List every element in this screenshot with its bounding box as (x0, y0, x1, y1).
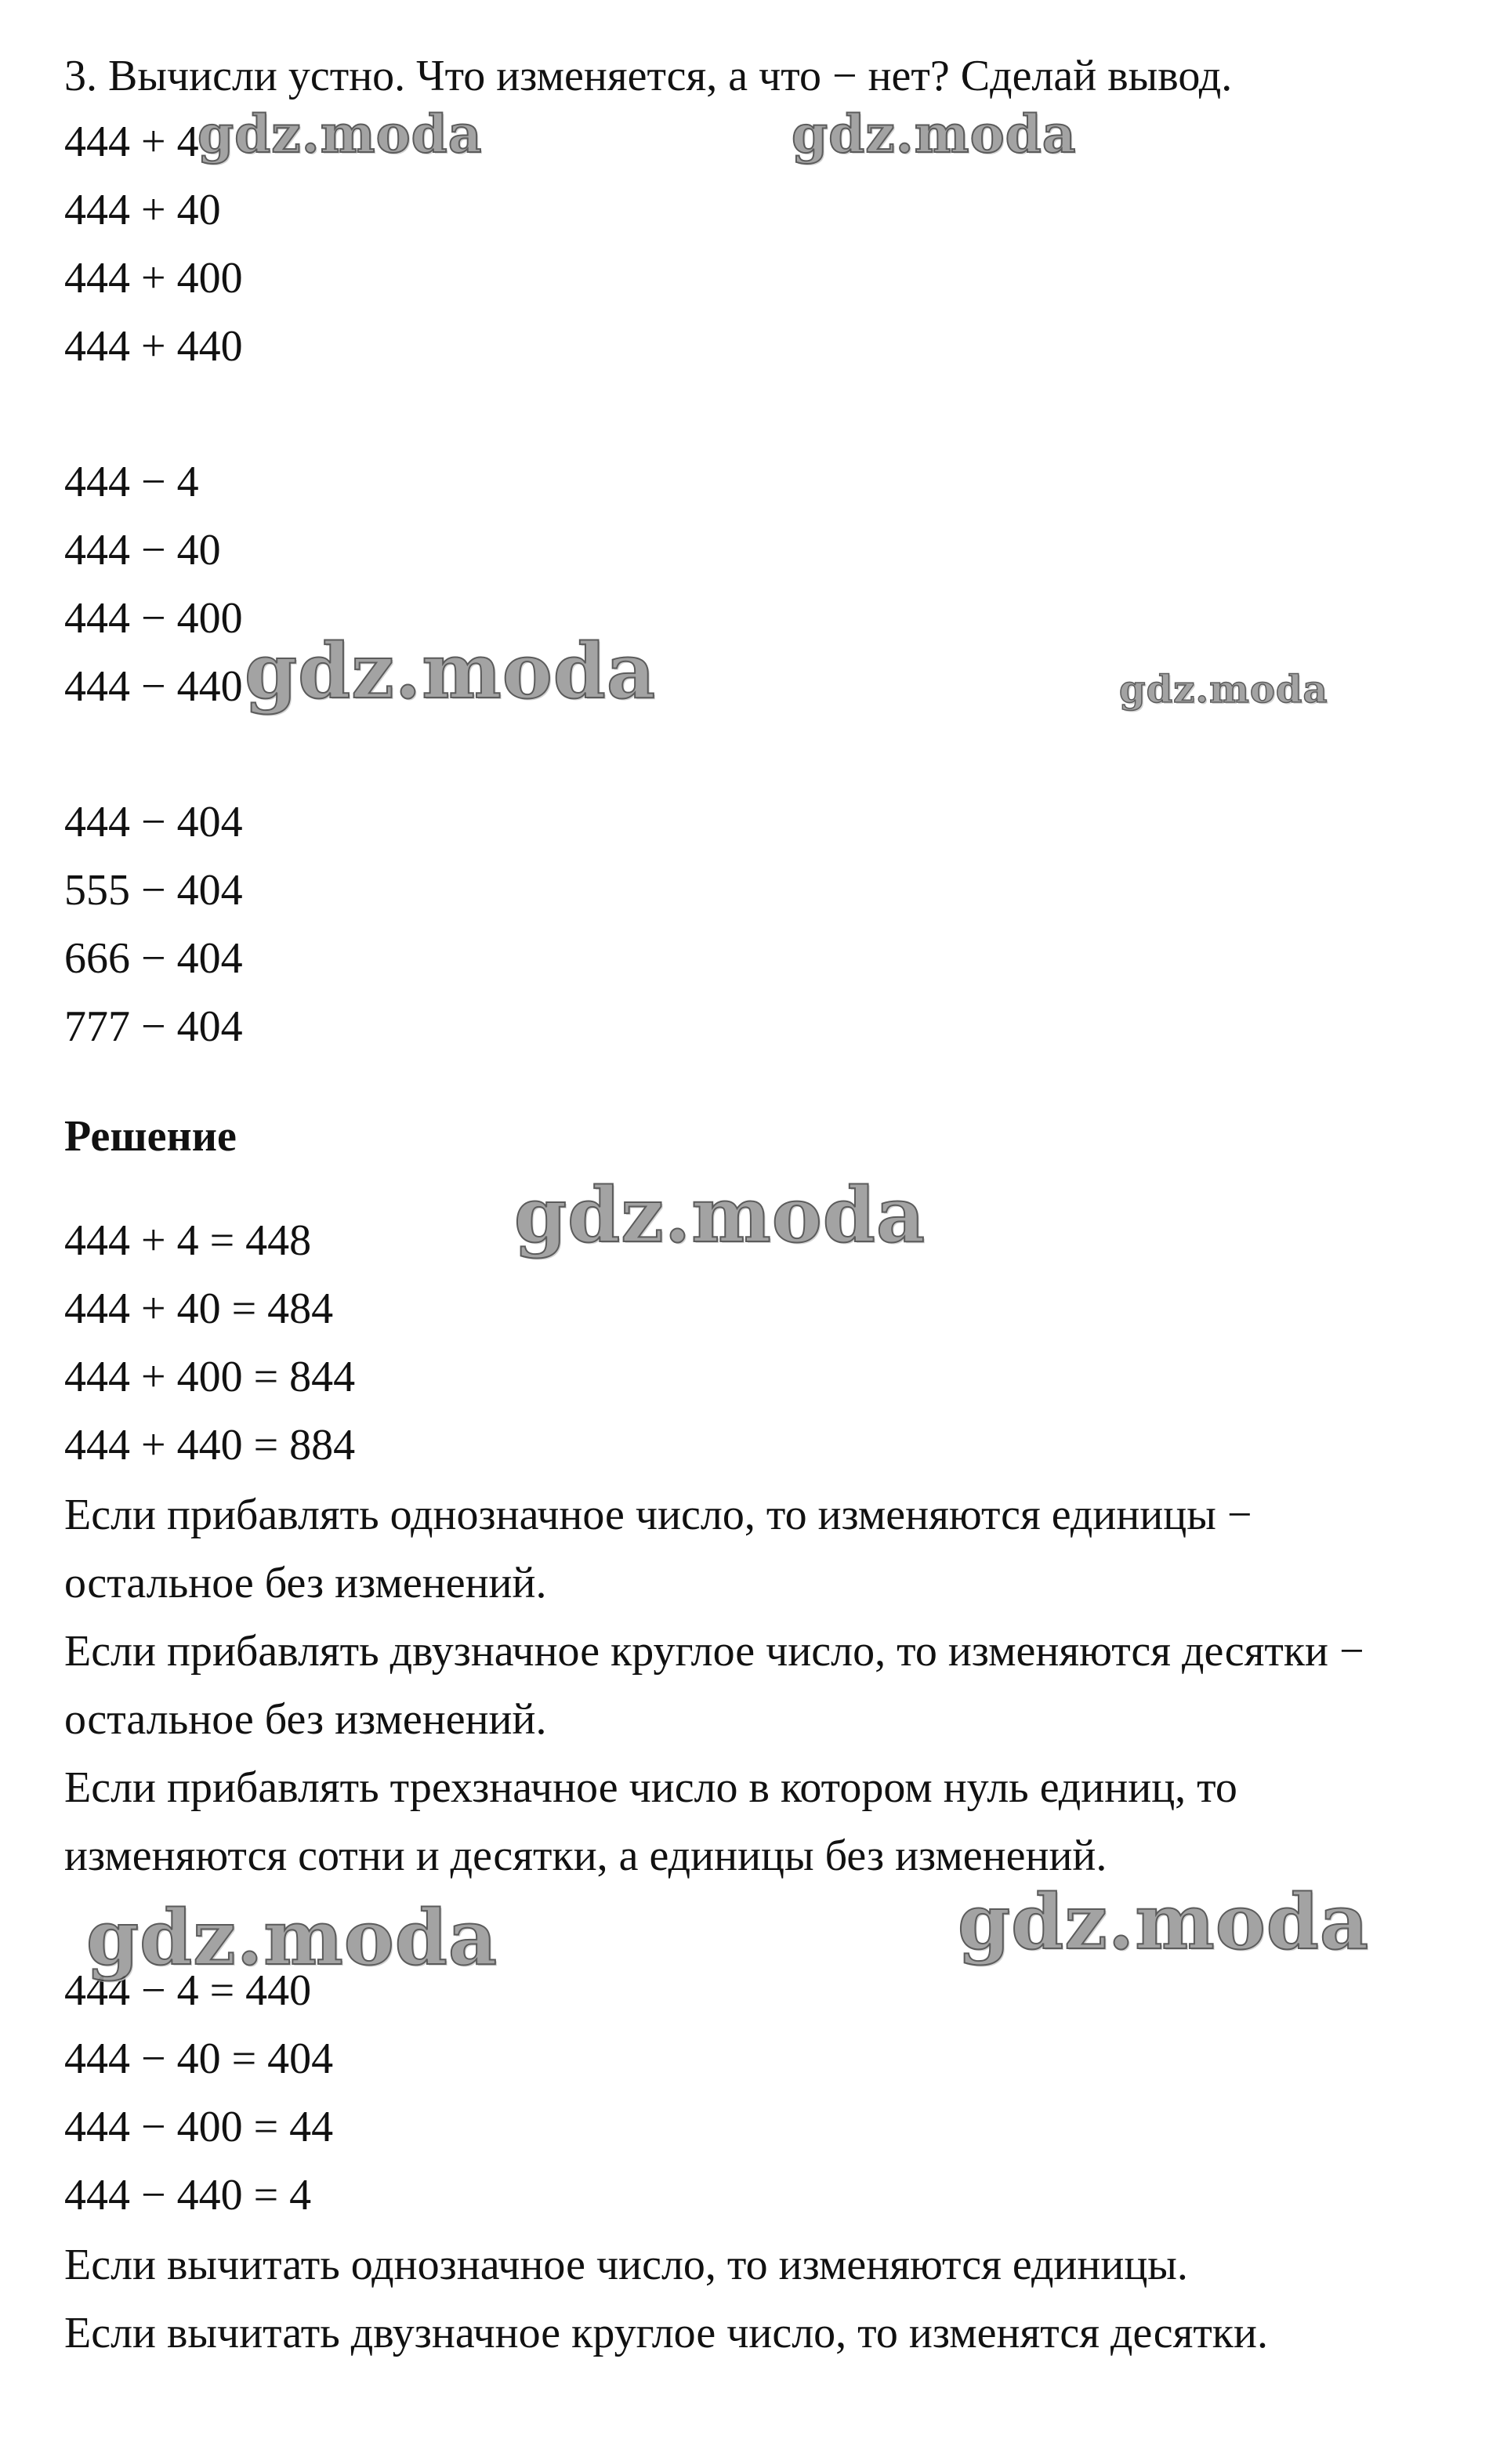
solution-equation: 444 + 40 = 484 (64, 1285, 334, 1333)
solution-text: Если вычитать двузначное круглое число, то изменятся десятки. (64, 2309, 1268, 2357)
task-expression: 666 − 404 (64, 934, 243, 983)
watermark-logo: gdz.moda (197, 103, 483, 165)
solution-heading: Решение (64, 1112, 237, 1161)
task-expression: 444 − 404 (64, 798, 243, 846)
solution-text: Если вычитать однозначное число, то изменяются единицы. (64, 2241, 1188, 2289)
solution-text: Если прибавлять трехзначное число в котором нуль единиц, то (64, 1763, 1237, 1812)
solution-equation: 444 − 440 = 4 (64, 2171, 312, 2219)
watermark-logo: gdz.moda (514, 1171, 926, 1259)
task-expression: 777 − 404 (64, 1002, 243, 1051)
task-expression: 444 + 4 (64, 118, 199, 166)
solution-equation: 444 + 4 = 448 (64, 1216, 312, 1265)
solution-text: остальное без изменений. (64, 1695, 547, 1744)
task-expression: 444 − 400 (64, 594, 243, 643)
solution-text: остальное без изменений. (64, 1559, 547, 1607)
solution-text: изменяются сотни и десятки, а единицы без изменений. (64, 1832, 1107, 1880)
solution-equation: 444 + 400 = 844 (64, 1353, 356, 1401)
watermark-logo: gdz.moda (245, 627, 657, 716)
task-expression: 444 − 40 (64, 526, 221, 574)
solution-text: Если прибавлять однозначное число, то изменяются единицы − (64, 1491, 1252, 1539)
watermark-logo: gdz.moda (958, 1878, 1370, 1966)
watermark-logo: gdz.moda (86, 1893, 498, 1982)
task-expression: 555 − 404 (64, 866, 243, 915)
solution-equation: 444 − 4 = 440 (64, 1966, 312, 2015)
task-expression: 444 + 40 (64, 186, 221, 234)
solution-equation: 444 + 440 = 884 (64, 1421, 356, 1469)
solution-equation: 444 − 400 = 44 (64, 2103, 334, 2151)
watermark-logo: gdz.moda (792, 103, 1077, 165)
task-expression: 444 − 4 (64, 458, 199, 506)
task-expression: 444 − 440 (64, 662, 243, 711)
task-expression: 444 + 440 (64, 322, 243, 371)
task-expression: 444 + 400 (64, 254, 243, 303)
task-title: 3. Вычисли устно. Что изменяется, а что − нет? Сделай вывод. (64, 52, 1233, 100)
solution-equation: 444 − 40 = 404 (64, 2035, 334, 2083)
solution-text: Если прибавлять двузначное круглое число, то изменяются десятки − (64, 1627, 1364, 1676)
watermark-logo: gdz.moda (1119, 668, 1328, 712)
